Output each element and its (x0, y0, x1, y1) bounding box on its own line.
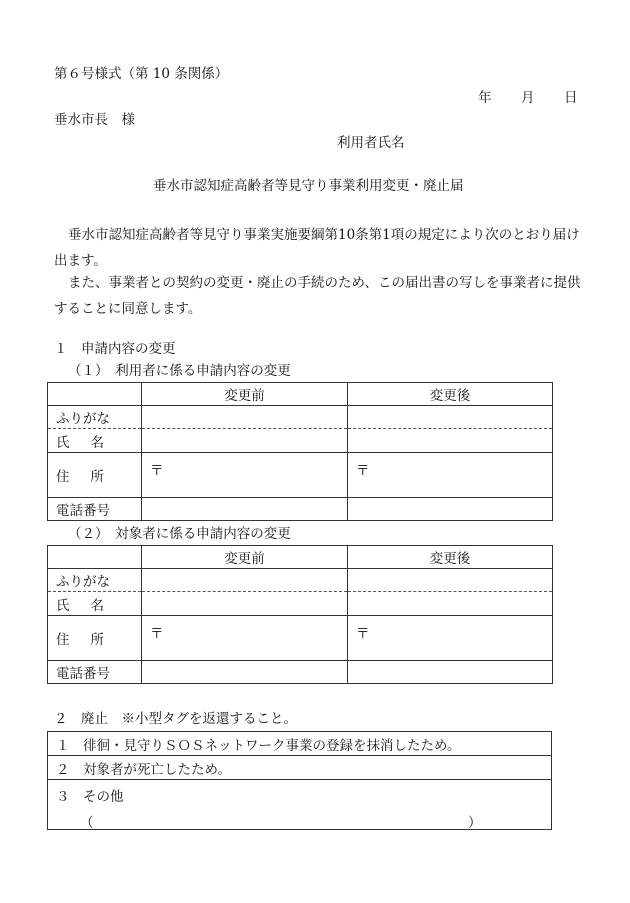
address-row (48, 616, 553, 661)
section1-heading: １ 申請内容の変更 (54, 341, 176, 357)
phone-row (48, 661, 553, 684)
table1-heading: （１） 利用者に係る申請内容の変更 (68, 363, 291, 379)
furigana-row (48, 406, 553, 429)
furigana-after-field[interactable] (348, 569, 553, 592)
date-year-label: 年 (478, 90, 492, 106)
phone-after-field[interactable] (348, 661, 553, 684)
abolition-option-row (48, 780, 552, 830)
addressee: 垂水市長 様 (54, 112, 135, 128)
table-header-row (48, 546, 553, 569)
address-row (48, 453, 553, 498)
other-reason-field[interactable] (56, 811, 543, 829)
abolition-option-row (48, 756, 552, 780)
name-before-field[interactable] (142, 429, 348, 453)
table-header-row (48, 383, 553, 406)
date-month-label: 月 (521, 90, 535, 106)
address-after-field[interactable] (348, 616, 553, 661)
name-row (48, 429, 553, 453)
abolition-table (47, 731, 552, 830)
subject-change-table (47, 545, 553, 684)
col-after-header: 変更後 (348, 546, 553, 569)
body-paragraph-1: 垂水市認知症高齢者等見守り事業実施要綱第10条第1項の規定により次のとおり届け出ます。 (54, 227, 580, 269)
abolition-option-row (48, 732, 552, 756)
furigana-before-field[interactable] (142, 406, 348, 429)
col-after-header: 変更後 (348, 383, 553, 406)
header-blank-cell (48, 546, 142, 569)
phone-label: 電話番号 (48, 498, 142, 521)
address-after-field[interactable] (348, 453, 553, 498)
furigana-row (48, 569, 553, 592)
phone-before-field[interactable] (142, 498, 348, 521)
address-before-field[interactable] (142, 453, 348, 498)
name-after-field[interactable] (348, 429, 553, 453)
furigana-after-field[interactable] (348, 406, 553, 429)
form-number: 第６号様式（第 10 条関係） (54, 66, 229, 82)
name-row (48, 592, 553, 616)
address-before-field[interactable] (142, 616, 348, 661)
phone-row (48, 498, 553, 521)
name-after-field[interactable] (348, 592, 553, 616)
other-label: ３ その他 (56, 789, 124, 805)
table2-heading: （２） 対象者に係る申請内容の変更 (68, 526, 291, 542)
address-label: 住 所 (48, 453, 142, 498)
name-before-field[interactable] (142, 592, 348, 616)
col-before-header: 変更前 (142, 383, 348, 406)
postal-mark: 〒 (150, 626, 164, 642)
other-close-paren: ） (468, 815, 482, 831)
furigana-before-field[interactable] (142, 569, 348, 592)
abolition-option-1[interactable]: １ 徘徊・見守りＳＯＳネットワーク事業の登録を抹消したため。 (48, 732, 552, 756)
section2-heading: ２ 廃止 ※小型タグを返還すること。 (54, 711, 297, 727)
phone-after-field[interactable] (348, 498, 553, 521)
postal-mark: 〒 (356, 626, 370, 642)
user-change-table (47, 382, 553, 521)
abolition-option-3[interactable] (48, 780, 552, 830)
furigana-label: ふりがな (48, 406, 142, 429)
header-blank-cell (48, 383, 142, 406)
name-label: 氏 名 (48, 592, 142, 616)
postal-mark: 〒 (356, 463, 370, 479)
form-title: 垂水市認知症高齢者等見守り事業利用変更・廃止届 (153, 178, 464, 194)
name-label: 氏 名 (48, 429, 142, 453)
other-open-paren: （ (80, 815, 94, 831)
body-paragraph-2: また、事業者との契約の変更・廃止の手続のため、この届出書の写しを事業者に提供することに同意します。 (54, 275, 581, 317)
postal-mark: 〒 (150, 463, 164, 479)
abolition-option-2[interactable]: ２ 対象者が死亡したため。 (48, 756, 552, 780)
address-label: 住 所 (48, 616, 142, 661)
phone-label: 電話番号 (48, 661, 142, 684)
applicant-name-label: 利用者氏名 (337, 135, 405, 151)
col-before-header: 変更前 (142, 546, 348, 569)
furigana-label: ふりがな (48, 569, 142, 592)
date-day-label: 日 (564, 90, 578, 106)
phone-before-field[interactable] (142, 661, 348, 684)
